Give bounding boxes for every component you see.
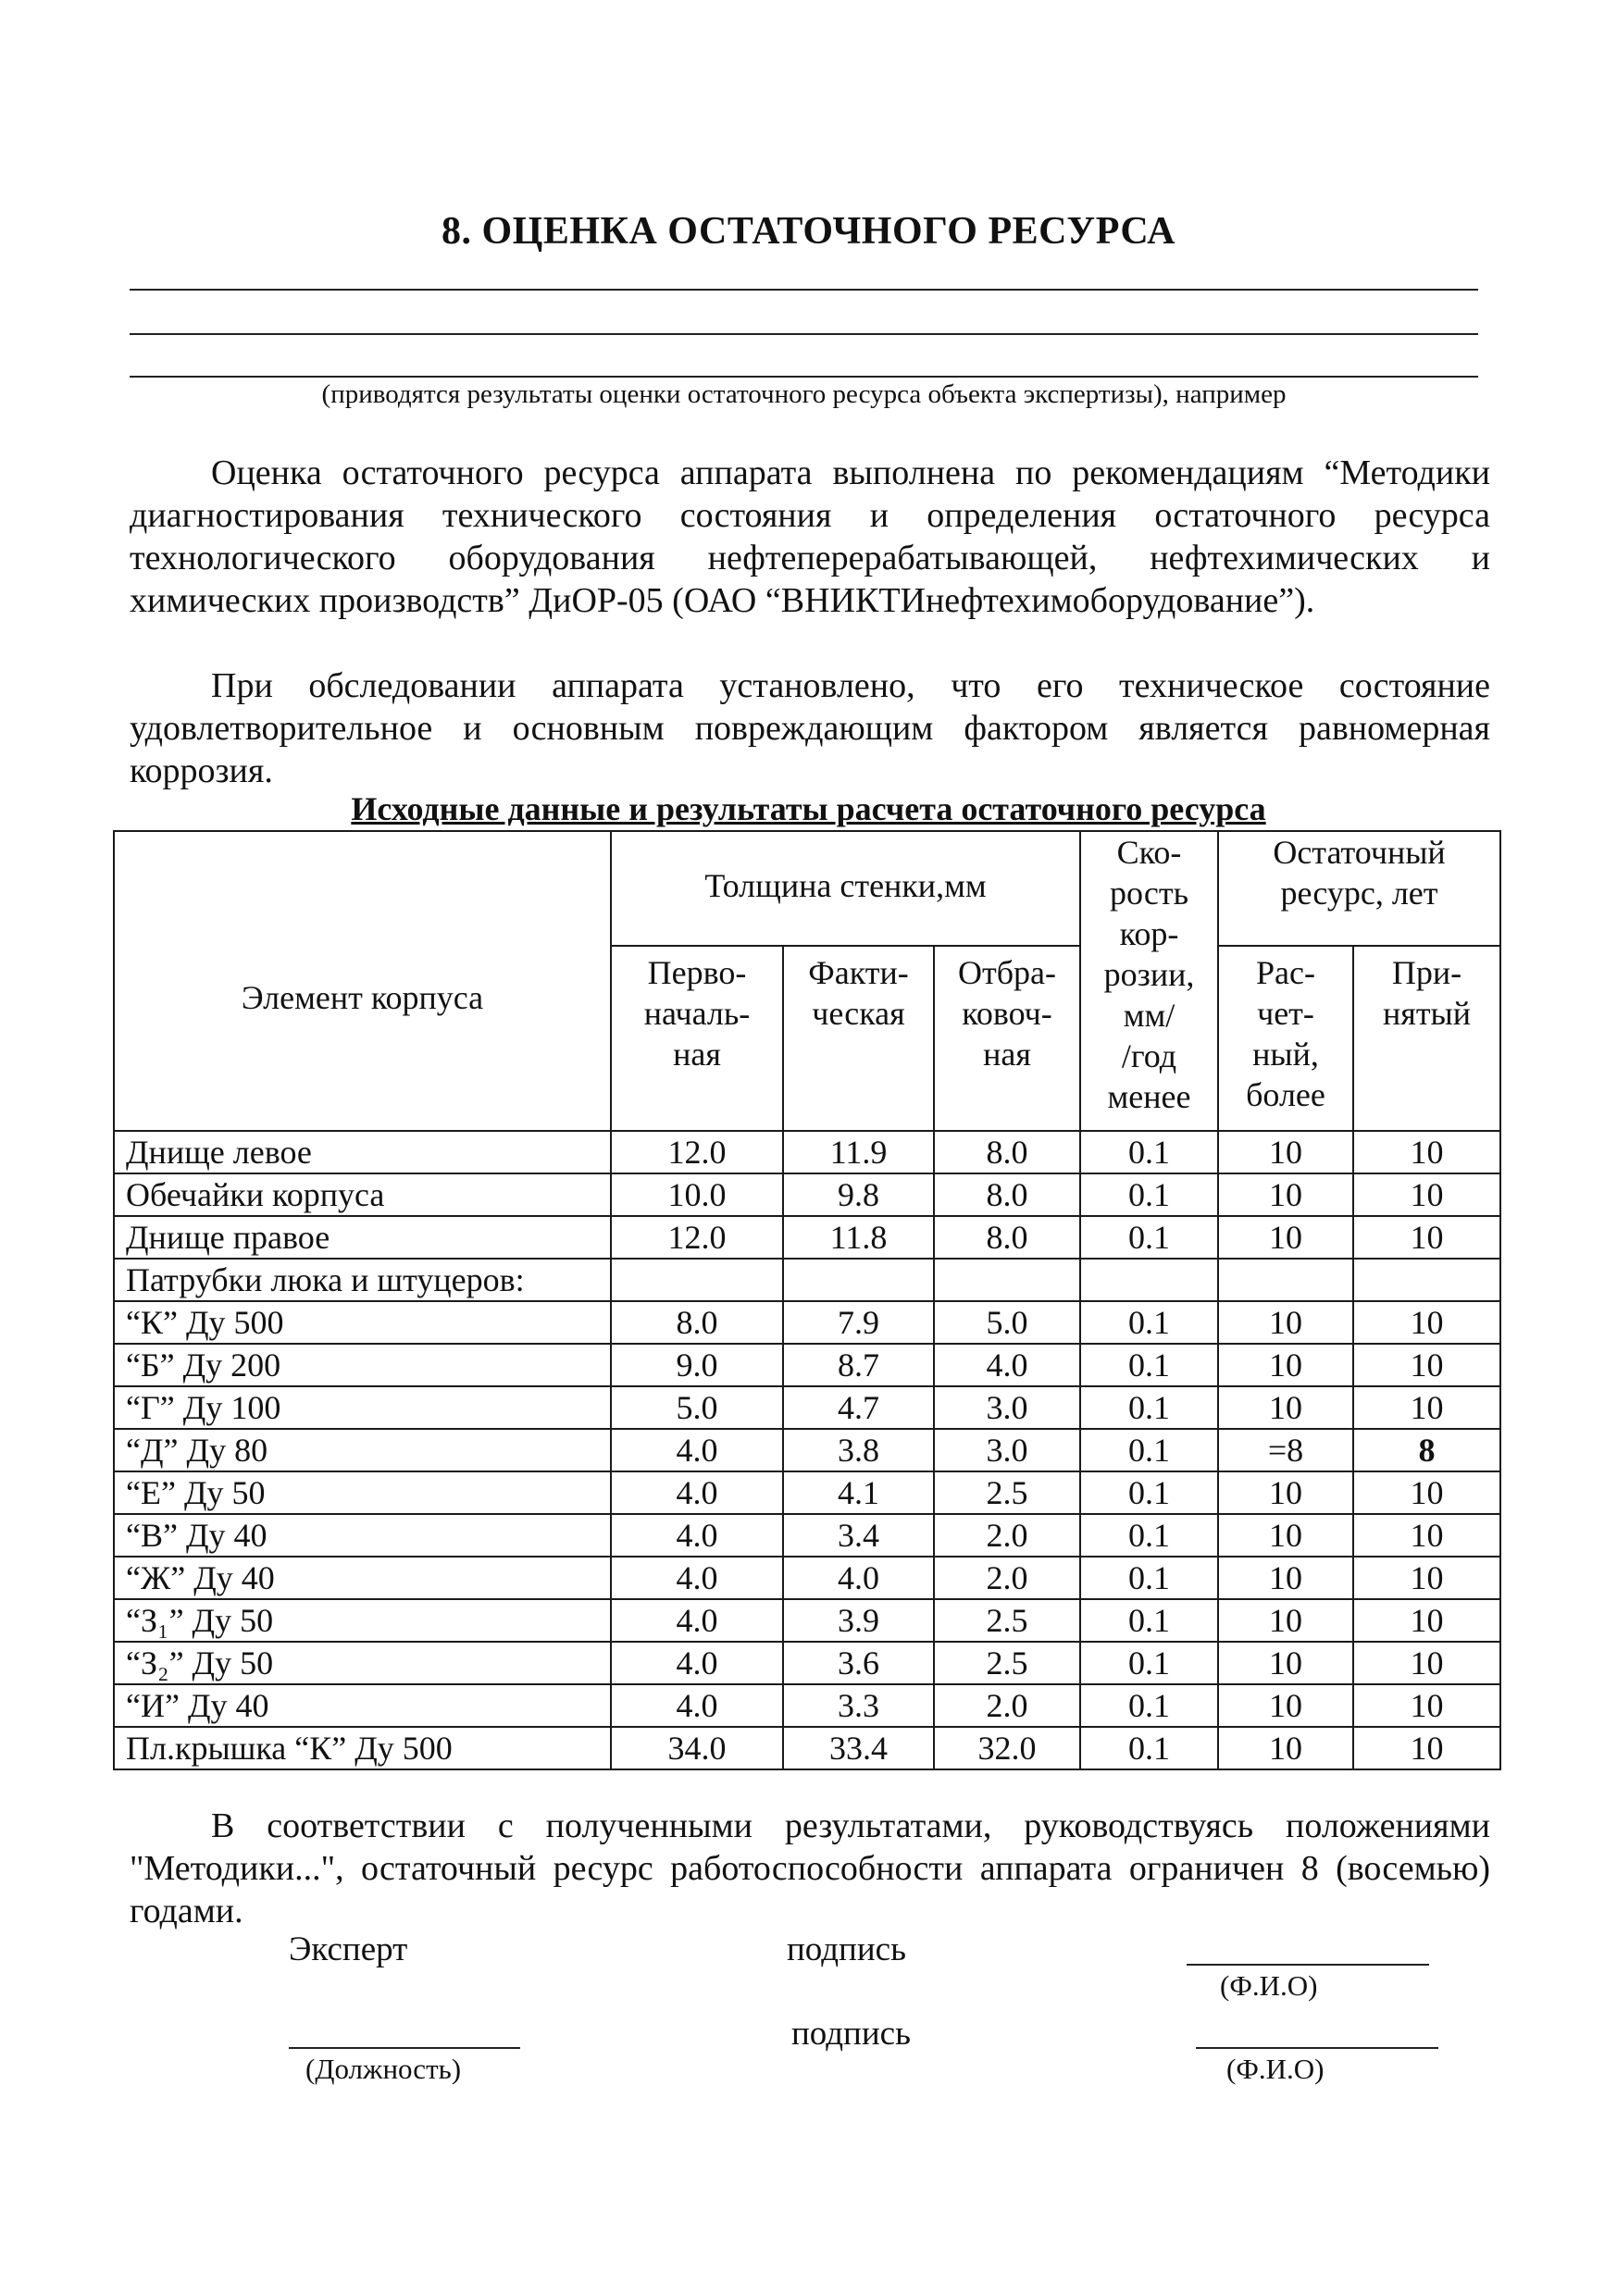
cell-speed: 0.1	[1080, 1131, 1218, 1173]
section-title: 8. ОЦЕНКА ОСТАТОЧНОГО РЕСУРСА	[442, 210, 1175, 253]
blank-line-3	[130, 376, 1478, 378]
cell-accepted	[1353, 1259, 1500, 1301]
cell-reject: 2.0	[934, 1557, 1080, 1599]
cell-actual: 9.8	[783, 1173, 934, 1216]
cell-actual: 7.9	[783, 1301, 934, 1344]
cell-element: “Б” Ду 200	[114, 1344, 611, 1386]
resource-table	[113, 830, 1501, 1770]
table-row	[114, 1642, 1500, 1684]
cell-actual: 4.1	[783, 1471, 934, 1514]
cell-element: Днище левое	[114, 1131, 611, 1173]
cell-actual	[783, 1259, 934, 1301]
cell-reject: 2.0	[934, 1684, 1080, 1727]
cell-element: “И” Ду 40	[114, 1684, 611, 1727]
cell-calculated: 10	[1218, 1471, 1353, 1514]
cell-calculated: 10	[1218, 1514, 1353, 1557]
cell-element: “К” Ду 500	[114, 1301, 611, 1344]
cell-reject: 2.5	[934, 1599, 1080, 1642]
cell-element: Обечайки корпуса	[114, 1173, 611, 1216]
cell-speed: 0.1	[1080, 1557, 1218, 1599]
cell-calculated	[1218, 1259, 1353, 1301]
table-row	[114, 1386, 1500, 1429]
cell-actual: 3.4	[783, 1514, 934, 1557]
cell-accepted: 10	[1353, 1344, 1500, 1386]
fio-line-2	[1196, 2047, 1438, 2049]
paragraph-methodology: Оценка остаточного ресурса аппарата выполнена по рекомендациям “Методики диагностирования технического состояния и определения остаточного ресурса технологического оборудования нефтеперерабатывающей, нефтехимических и химических производств” ДиОР-05 (ОАО “ВНИКТИнефтехимоборудование”).	[130, 453, 1490, 620]
header-reject: Отбра- ковоч- ная	[934, 946, 1080, 1131]
cell-accepted: 10	[1353, 1173, 1500, 1216]
cell-element: “В” Ду 40	[114, 1514, 611, 1557]
cell-speed: 0.1	[1080, 1173, 1218, 1216]
cell-accepted: 10	[1353, 1216, 1500, 1259]
cell-accepted: 10	[1353, 1514, 1500, 1557]
cell-initial: 12.0	[611, 1216, 783, 1259]
table-row	[114, 1216, 1500, 1259]
table-row	[114, 1301, 1500, 1344]
expert-label: Эксперт	[289, 1930, 408, 1968]
position-caption: (Должность)	[305, 2053, 462, 2085]
cell-reject: 8.0	[934, 1173, 1080, 1216]
cell-reject: 8.0	[934, 1216, 1080, 1259]
cell-reject: 2.0	[934, 1514, 1080, 1557]
cell-actual: 4.7	[783, 1386, 934, 1429]
header-thickness: Толщина стенки,мм	[611, 831, 1080, 946]
cell-speed: 0.1	[1080, 1471, 1218, 1514]
cell-actual: 3.9	[783, 1599, 934, 1642]
fio-line-1	[1187, 1964, 1429, 1966]
cell-calculated: 10	[1218, 1557, 1353, 1599]
table-row	[114, 1599, 1500, 1642]
table-row	[114, 1471, 1500, 1514]
table-row	[114, 1344, 1500, 1386]
cell-accepted: 10	[1353, 1471, 1500, 1514]
cell-speed: 0.1	[1080, 1344, 1218, 1386]
signature-label-1: подпись	[787, 1930, 906, 1968]
cell-speed: 0.1	[1080, 1429, 1218, 1471]
table-row	[114, 1429, 1500, 1471]
cell-element: “Г” Ду 100	[114, 1386, 611, 1429]
position-line	[289, 2047, 520, 2049]
cell-speed	[1080, 1259, 1218, 1301]
cell-initial: 10.0	[611, 1173, 783, 1216]
cell-calculated: 10	[1218, 1173, 1353, 1216]
cell-speed: 0.1	[1080, 1727, 1218, 1769]
cell-accepted: 10	[1353, 1131, 1500, 1173]
table-row	[114, 1259, 1500, 1301]
hint-text: (приводятся результаты оценки остаточного ресурса объекта экспертизы), например	[321, 379, 1287, 409]
cell-reject: 2.5	[934, 1642, 1080, 1684]
cell-element: Патрубки люка и штуцеров:	[114, 1259, 611, 1301]
header-corrosion-speed: Ско- рость кор- розии, мм/ /год менее	[1080, 831, 1218, 1131]
cell-calculated: 10	[1218, 1727, 1353, 1769]
cell-initial	[611, 1259, 783, 1301]
cell-reject: 8.0	[934, 1131, 1080, 1173]
cell-initial: 4.0	[611, 1514, 783, 1557]
cell-actual: 11.9	[783, 1131, 934, 1173]
cell-accepted: 10	[1353, 1301, 1500, 1344]
cell-calculated: 10	[1218, 1599, 1353, 1642]
cell-initial: 4.0	[611, 1429, 783, 1471]
cell-actual: 33.4	[783, 1727, 934, 1769]
signature-label-2: подпись	[791, 2015, 911, 2053]
cell-calculated: 10	[1218, 1301, 1353, 1344]
cell-speed: 0.1	[1080, 1301, 1218, 1344]
table-title: Исходные данные и результаты расчета остаточного ресурса	[351, 790, 1266, 827]
cell-speed: 0.1	[1080, 1514, 1218, 1557]
cell-element: Днище правое	[114, 1216, 611, 1259]
cell-speed: 0.1	[1080, 1642, 1218, 1684]
cell-accepted: 10	[1353, 1684, 1500, 1727]
cell-accepted: 8	[1353, 1429, 1500, 1471]
cell-calculated: 10	[1218, 1131, 1353, 1173]
cell-accepted: 10	[1353, 1642, 1500, 1684]
header-accepted: При- нятый	[1353, 946, 1500, 1131]
cell-element: “З₁” Ду 50	[114, 1599, 611, 1642]
fio-caption-1: (Ф.И.О)	[1220, 1969, 1318, 2002]
cell-reject: 2.5	[934, 1471, 1080, 1514]
cell-actual: 3.6	[783, 1642, 934, 1684]
cell-initial: 9.0	[611, 1344, 783, 1386]
blank-line-1	[130, 289, 1478, 291]
cell-reject: 5.0	[934, 1301, 1080, 1344]
table-row	[114, 1684, 1500, 1727]
cell-initial: 4.0	[611, 1557, 783, 1599]
cell-calculated: 10	[1218, 1684, 1353, 1727]
cell-reject: 3.0	[934, 1429, 1080, 1471]
cell-calculated: 10	[1218, 1386, 1353, 1429]
table-body	[114, 1131, 1500, 1769]
paragraph-conclusion: В соответствии с полученными результатами, руководствуясь положениями "Методики...", остаточный ресурс работоспособности аппарата ограничен 8 (восемью) годами.	[130, 1806, 1490, 1930]
cell-accepted: 10	[1353, 1557, 1500, 1599]
cell-element: “Д” Ду 80	[114, 1429, 611, 1471]
cell-initial: 4.0	[611, 1684, 783, 1727]
cell-initial: 4.0	[611, 1471, 783, 1514]
header-residual-resource: Остаточный ресурс, лет	[1218, 831, 1500, 946]
cell-accepted: 10	[1353, 1727, 1500, 1769]
table-row	[114, 1514, 1500, 1557]
header-calculated: Рас- чет- ный, более	[1218, 946, 1353, 1131]
table-row	[114, 1131, 1500, 1173]
cell-speed: 0.1	[1080, 1216, 1218, 1259]
cell-calculated: 10	[1218, 1344, 1353, 1386]
cell-initial: 4.0	[611, 1599, 783, 1642]
cell-actual: 8.7	[783, 1344, 934, 1386]
cell-initial: 12.0	[611, 1131, 783, 1173]
cell-accepted: 10	[1353, 1386, 1500, 1429]
cell-initial: 8.0	[611, 1301, 783, 1344]
cell-reject	[934, 1259, 1080, 1301]
cell-initial: 4.0	[611, 1642, 783, 1684]
cell-actual: 11.8	[783, 1216, 934, 1259]
cell-reject: 3.0	[934, 1386, 1080, 1429]
cell-initial: 34.0	[611, 1727, 783, 1769]
cell-reject: 4.0	[934, 1344, 1080, 1386]
table-row	[114, 1557, 1500, 1599]
cell-reject: 32.0	[934, 1727, 1080, 1769]
cell-actual: 3.8	[783, 1429, 934, 1471]
header-element: Элемент корпуса	[114, 831, 611, 1131]
cell-element: “З₂” Ду 50	[114, 1642, 611, 1684]
header-actual: Факти- ческая	[783, 946, 934, 1131]
table-row	[114, 1727, 1500, 1769]
cell-calculated: 10	[1218, 1216, 1353, 1259]
cell-element: Пл.крышка “К” Ду 500	[114, 1727, 611, 1769]
table-row	[114, 1173, 1500, 1216]
cell-actual: 4.0	[783, 1557, 934, 1599]
cell-calculated: =8	[1218, 1429, 1353, 1471]
cell-speed: 0.1	[1080, 1599, 1218, 1642]
paragraph-inspection: При обследовании аппарата установлено, что его техническое состояние удовлетворительное и основным повреждающим фактором является равномерная коррозия.	[130, 666, 1490, 790]
cell-actual: 3.3	[783, 1684, 934, 1727]
cell-accepted: 10	[1353, 1599, 1500, 1642]
cell-speed: 0.1	[1080, 1386, 1218, 1429]
blank-line-2	[130, 333, 1478, 335]
fio-caption-2: (Ф.И.О)	[1226, 2053, 1325, 2085]
cell-speed: 0.1	[1080, 1684, 1218, 1727]
cell-element: “Ж” Ду 40	[114, 1557, 611, 1599]
cell-element: “Е” Ду 50	[114, 1471, 611, 1514]
cell-calculated: 10	[1218, 1642, 1353, 1684]
cell-initial: 5.0	[611, 1386, 783, 1429]
header-initial: Перво- началь- ная	[611, 946, 783, 1131]
